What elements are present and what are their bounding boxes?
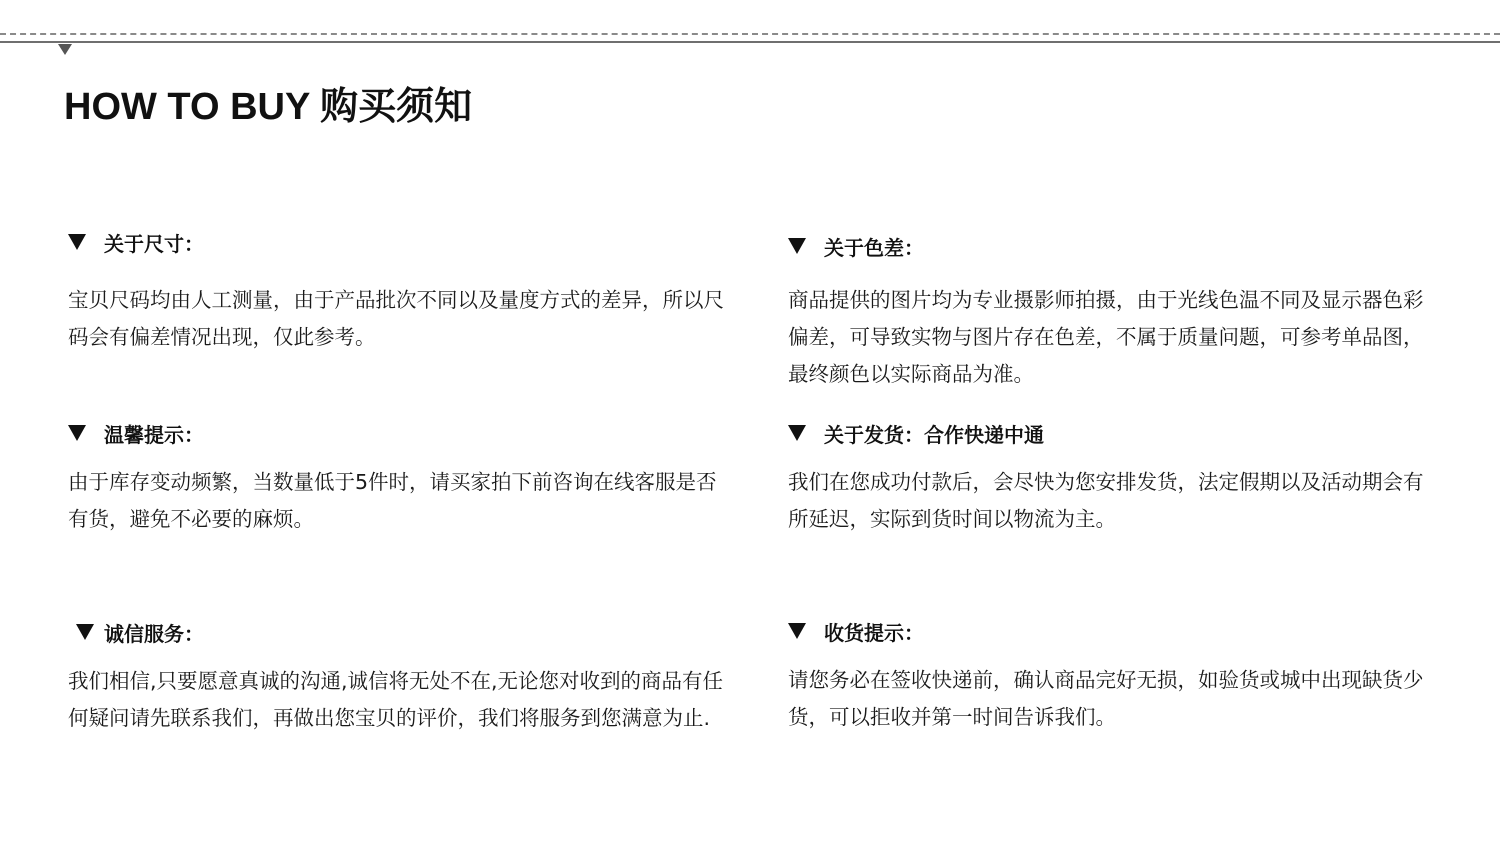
section-text: 由于库存变动频繁，当数量低于5件时，请买家拍下前咨询在线客服是否有货，避免不必要的麻烦。 — [68, 470, 717, 531]
section-text: 我们相信,只要愿意真诚的沟通,诚信将无处不在,无论您对收到的商品有任何疑问请先联系我们，再做出您宝贝的评价，我们将服务到您满意为止. — [68, 669, 724, 730]
down-triangle-icon — [76, 624, 94, 640]
section-tips — [68, 418, 733, 538]
section-heading — [68, 227, 733, 257]
section-title: 收货提示： — [824, 620, 924, 645]
section-heading — [788, 616, 1443, 646]
section-size — [68, 227, 733, 356]
section-heading — [68, 418, 733, 448]
section-title: 温馨提示： — [104, 422, 204, 447]
down-triangle-icon — [788, 238, 806, 254]
section-heading — [788, 418, 1443, 448]
section-color — [788, 231, 1443, 393]
page-title: HOW TO BUY 购买须知 — [64, 86, 473, 128]
section-title: 诚信服务： — [104, 621, 204, 646]
down-triangle-icon — [68, 234, 86, 250]
down-triangle-icon — [788, 425, 806, 441]
section-heading — [788, 231, 1443, 261]
dashed-rule — [0, 33, 1500, 35]
section-title: 关于发货：合作快递中通 — [824, 422, 1044, 447]
down-triangle-icon — [68, 425, 86, 441]
solid-rule — [0, 41, 1500, 43]
section-text: 我们在您成功付款后，会尽快为您安排发货，法定假期以及活动期会有所延迟，实际到货时间以物流为主。 — [788, 470, 1424, 531]
section-text: 请您务必在签收快递前，确认商品完好无损，如验货或城中出现缺货少货，可以拒收并第一时间告诉我们。 — [788, 668, 1424, 729]
section-title: 关于尺寸： — [104, 231, 204, 256]
section-text: 宝贝尺码均由人工测量，由于产品批次不同以及量度方式的差异，所以尺码会有偏差情况出现，仅此参考。 — [68, 288, 724, 349]
header-divider — [0, 33, 1500, 45]
section-heading — [68, 617, 733, 647]
section-text: 商品提供的图片均为专业摄影师拍摄，由于光线色温不同及显示器色彩偏差，可导致实物与图片存在色差，不属于质量问题，可参考单品图，最终颜色以实际商品为准。 — [788, 288, 1424, 386]
down-triangle-icon — [788, 623, 806, 639]
section-integrity — [68, 617, 733, 737]
section-title: 关于色差： — [824, 235, 924, 260]
section-shipping — [788, 418, 1443, 538]
section-receipt — [788, 616, 1443, 736]
down-triangle-icon — [58, 44, 72, 55]
